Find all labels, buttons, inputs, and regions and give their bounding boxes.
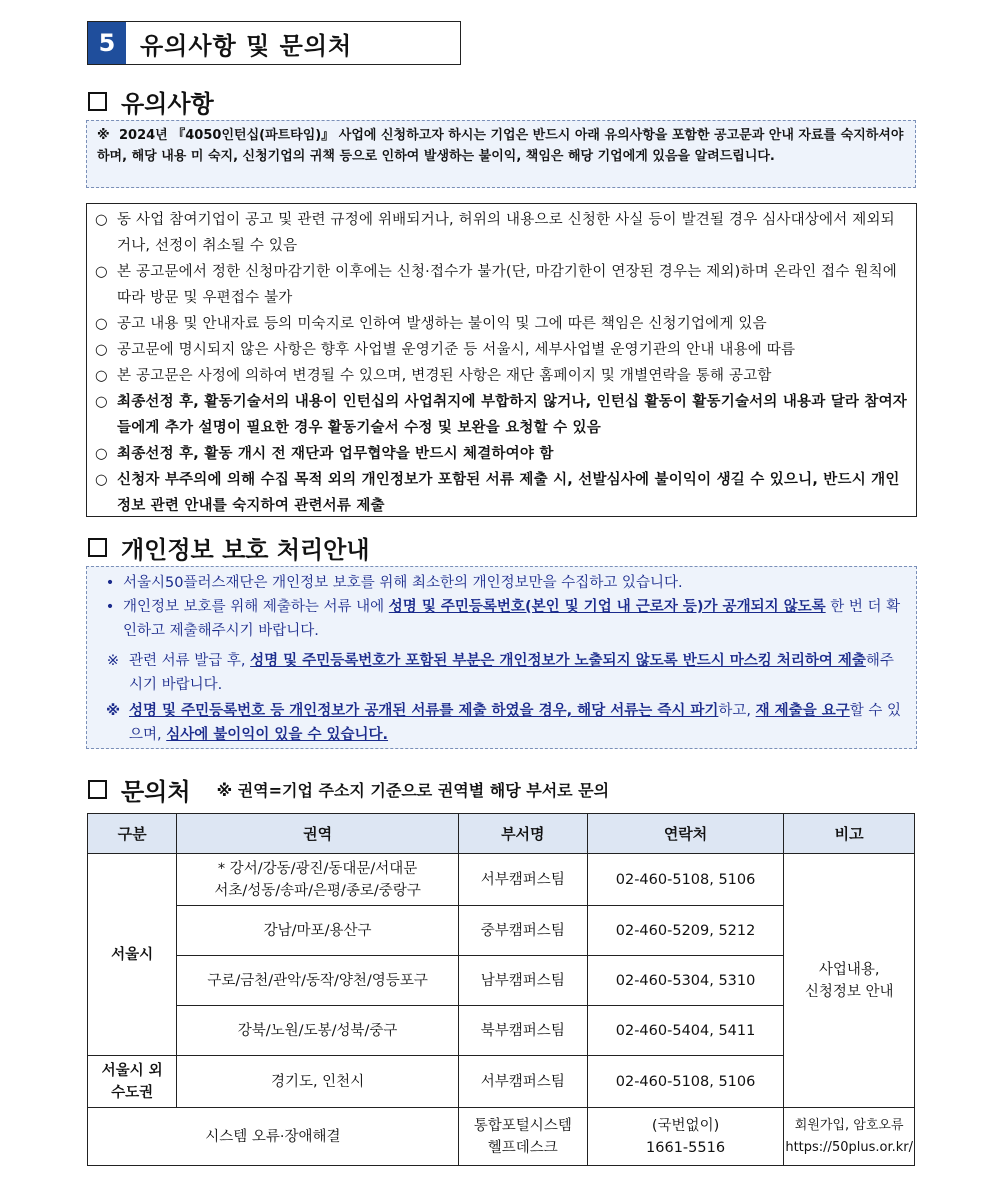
list-item-text: 동 사업 참여기업이 공고 및 관련 규정에 위배되거나, 허위의 내용으로 신청한 사실 등이 발견될 경우 심사대상에서 제외되거나, 선정이 취소될 수 있음 [117, 212, 895, 254]
notice-intro-text: 2024년 『4050인턴십(파트타임)』 사업에 신청하고자 하시는 기업은 반드시 아래 유의사항을 포함한 공고문과 안내 자료를 숙지하셔야 하며, 해당 내용 미 숙지, 신청기업의 귀책 등으로 인하여 발생하는 불이익, 책임은 해당 기업에게 있음을 알려드립니다. [97, 128, 904, 164]
dept-cell: 중부캠퍼스팀 [458, 906, 587, 956]
contact-table [87, 813, 915, 1166]
column-header: 권역 [177, 814, 459, 854]
column-header: 부서명 [458, 814, 587, 854]
circle-bullet-icon: ○ [95, 472, 108, 488]
label-text: 수도권 [111, 1084, 154, 1101]
section-header [87, 21, 461, 65]
contact-heading: 문의처 [121, 778, 191, 806]
circle-bullet-icon: ○ [95, 394, 108, 410]
remark-text: 사업내용, [818, 961, 880, 978]
list-item [95, 363, 908, 389]
privacy-heading: 개인정보 보호 처리안내 [121, 536, 370, 564]
contact-note: ※ 권역=기업 주소지 기준으로 권역별 해당 부서로 문의 [216, 781, 610, 800]
text-part: 한 번 더 확인하고 제출해주시기 바랍니다. [123, 599, 901, 639]
list-item [95, 207, 908, 259]
text-part: 해주시기 바랍니다. [129, 653, 894, 693]
privacy-bullet [97, 595, 906, 643]
column-header: 구분 [88, 814, 177, 854]
privacy-note-text [129, 699, 906, 747]
list-item-text: 최종선정 후, 활동 개시 전 재단과 업무협약을 반드시 체결하여야 함 [117, 446, 554, 462]
phone-cell: 02-460-5108, 5106 [587, 1056, 784, 1108]
note-mark-icon: ※ [106, 653, 120, 669]
seoul-label-cell: 서울시 [88, 854, 177, 1056]
table-header-row [88, 814, 915, 854]
list-item [95, 389, 908, 441]
list-item-text: 신청자 부주의에 의해 수집 목적 외의 개인정보가 포함된 서류 제출 시, 선발심사에 불이익이 생길 수 있으니, 반드시 개인정보 관련 안내를 숙지하여 관련서류 제출 [117, 472, 900, 514]
contact-heading-row [88, 772, 609, 807]
list-item-text: 본 공고문은 사정에 의하여 변경될 수 있으며, 변경된 사항은 재단 홈페이지 및 개별연락을 통해 공고함 [117, 368, 772, 384]
region-text: * 강서/강동/광진/동대문/서대문 [217, 860, 418, 877]
circle-bullet-icon: ○ [95, 342, 108, 358]
remark-cell [784, 854, 915, 1108]
phone-cell: 02-460-5209, 5212 [587, 906, 784, 956]
note-mark-icon: ※ [97, 128, 110, 143]
list-item-text: 공고문에 명시되지 않은 사항은 향후 사업별 운영기준 등 서울시, 세부사업별 운영기관의 안내 내용에 따름 [117, 342, 796, 358]
text-part: 관련 서류 발급 후, [129, 653, 251, 669]
privacy-note [97, 649, 906, 697]
region-cell: 강북/노원/도봉/성북/중구 [177, 1006, 459, 1056]
dept-cell [458, 1108, 587, 1166]
circle-bullet-icon: ○ [95, 264, 108, 280]
list-item [95, 337, 908, 363]
list-item [95, 259, 908, 311]
notice-list [86, 203, 917, 517]
dept-cell: 남부캠퍼스팀 [458, 956, 587, 1006]
bullet-icon: • [105, 575, 115, 591]
remark-cell [784, 1108, 915, 1166]
table-row [88, 854, 915, 906]
circle-bullet-icon: ○ [95, 368, 108, 384]
privacy-heading-row [88, 530, 370, 565]
list-item-text: 최종선정 후, 활동기술서의 내용이 인턴십의 사업취지에 부합하지 않거나, 인턴십 활동이 활동기술서의 내용과 달라 참여자들에게 추가 설명이 필요한 경우 활동기술서 수정 및 보완을 요청할 수 있음 [117, 394, 907, 436]
privacy-box [86, 566, 917, 749]
remark-text: 회원가입, 암호오류 [794, 1117, 904, 1133]
region-cell [177, 854, 459, 906]
system-label-cell: 시스템 오류·장애해결 [88, 1108, 459, 1166]
phone-cell: 02-460-5404, 5411 [587, 1006, 784, 1056]
phone-text: (국번없이) [651, 1117, 720, 1134]
underlined-text: 성명 및 주민등록번호 등 개인정보가 공개된 서류를 제출 하였을 경우, 해당 서류는 즉시 파기 [129, 703, 719, 719]
region-cell: 강남/마포/용산구 [177, 906, 459, 956]
dept-cell: 서부캠퍼스팀 [458, 1056, 587, 1108]
circle-bullet-icon: ○ [95, 316, 108, 332]
notice-heading: 유의사항 [121, 90, 214, 118]
bullet-icon: • [105, 599, 115, 615]
phone-text: 1661-5516 [646, 1139, 726, 1156]
column-header: 연락처 [587, 814, 784, 854]
underlined-text: 재 제출을 요구 [755, 703, 850, 719]
dept-text: 헬프데스크 [487, 1139, 558, 1156]
phone-cell [587, 1108, 784, 1166]
notice-heading-row [88, 84, 214, 119]
note-mark-icon: ※ [105, 703, 121, 719]
remark-text: 신청정보 안내 [804, 983, 894, 1000]
label-text: 서울시 외 [101, 1062, 163, 1079]
list-item [95, 441, 908, 467]
privacy-bullet [97, 571, 906, 595]
section-number: 5 [88, 22, 126, 64]
list-item-text: 공고 내용 및 안내자료 등의 미숙지로 인하여 발생하는 불이익 및 그에 따른 책임은 신청기업에게 있음 [117, 316, 767, 332]
privacy-note [97, 699, 906, 747]
phone-cell: 02-460-5108, 5106 [587, 854, 784, 906]
dept-cell: 북부캠퍼스팀 [458, 1006, 587, 1056]
text-part: 하고, [718, 703, 756, 719]
text-part: 할 수 있으며, [129, 703, 902, 743]
dept-cell: 서부캠퍼스팀 [458, 854, 587, 906]
dept-text: 통합포털시스템 [473, 1117, 572, 1134]
privacy-note-text [129, 649, 906, 697]
checkbox-square-icon [88, 780, 107, 799]
region-cell: 경기도, 인천시 [177, 1056, 459, 1108]
website-link[interactable]: https://50plus.or.kr/ [785, 1139, 913, 1155]
phone-cell: 02-460-5304, 5310 [587, 956, 784, 1006]
list-item-text: 본 공고문에서 정한 신청마감기한 이후에는 신청·접수가 불가(단, 마감기한이 연장된 경우는 제외)하며 온라인 접수 원칙에 따라 방문 및 우편접수 불가 [117, 264, 897, 306]
privacy-bullet-text: 서울시50플러스재단은 개인정보 보호를 위해 최소한의 개인정보만을 수집하고 있습니다. [123, 575, 683, 591]
text-part: 개인정보 보호를 위해 제출하는 서류 내에 [123, 599, 389, 615]
table-row [88, 1108, 915, 1166]
checkbox-square-icon [88, 538, 107, 557]
outside-label-cell [88, 1056, 177, 1108]
list-item [95, 467, 908, 519]
section-title: 유의사항 및 문의처 [140, 31, 353, 60]
checkbox-square-icon [88, 92, 107, 111]
underlined-text: 성명 및 주민등록번호가 포함된 부분은 개인정보가 노출되지 않도록 반드시 마스킹 처리하여 제출 [250, 653, 866, 669]
column-header: 비고 [784, 814, 915, 854]
notice-intro-box [86, 120, 916, 188]
underlined-text: 성명 및 주민등록번호(본인 및 기업 내 근로자 등)가 공개되지 않도록 [388, 599, 826, 615]
list-item [95, 311, 908, 337]
region-text: 서초/성동/송파/은평/종로/중랑구 [214, 882, 421, 899]
circle-bullet-icon: ○ [95, 212, 108, 228]
privacy-bullet-text [123, 595, 906, 643]
circle-bullet-icon: ○ [95, 446, 108, 462]
region-cell: 구로/금천/관악/동작/양천/영등포구 [177, 956, 459, 1006]
underlined-text: 심사에 불이익이 있을 수 있습니다. [166, 727, 389, 743]
